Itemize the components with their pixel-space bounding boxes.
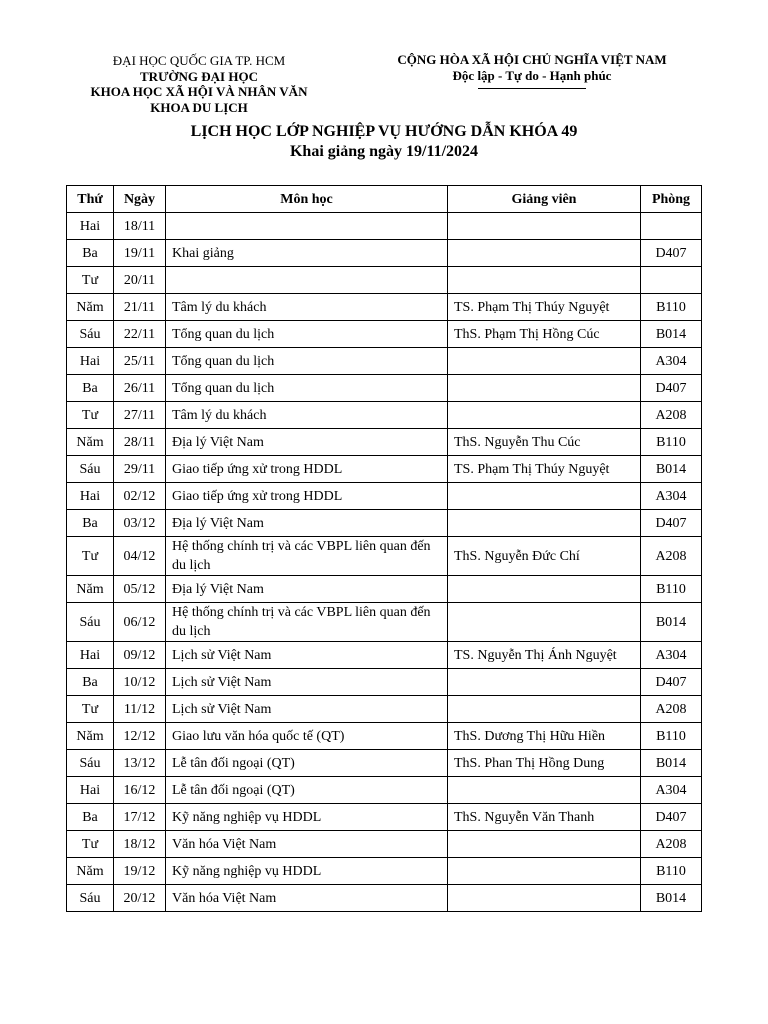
cell-thu: Sáu: [67, 456, 114, 483]
country-name: CỘNG HÒA XÃ HỘI CHỦ NGHĨA VIỆT NAM: [397, 52, 667, 67]
faculty-name: KHOA DU LỊCH: [150, 99, 248, 115]
cell-ngay: 28/11: [114, 429, 166, 456]
cell-ngay: 19/12: [114, 858, 166, 885]
header-mon-hoc: Môn học: [166, 186, 448, 213]
cell-ngay: 12/12: [114, 723, 166, 750]
cell-giang-vien: [448, 483, 641, 510]
table-row: [67, 696, 702, 723]
cell-ngay: 22/11: [114, 321, 166, 348]
table-row: [67, 348, 702, 375]
table-row: [67, 603, 702, 642]
cell-giang-vien: TS. Nguyễn Thị Ánh Nguyệt: [448, 642, 641, 669]
table-row: [67, 831, 702, 858]
cell-mon-hoc: Kỹ năng nghiệp vụ HDDL: [166, 858, 448, 885]
page-subtitle: Khai giảng ngày 19/11/2024: [289, 143, 479, 160]
table-row: [67, 537, 702, 576]
cell-ngay: 03/12: [114, 510, 166, 537]
table-row: [67, 456, 702, 483]
cell-thu: Sáu: [67, 603, 114, 642]
university-name: ĐẠI HỌC QUỐC GIA TP. HCM: [112, 53, 286, 68]
cell-thu: Ba: [67, 240, 114, 267]
header-thu: Thứ: [67, 186, 114, 213]
cell-giang-vien: ThS. Dương Thị Hữu Hiền: [448, 723, 641, 750]
cell-thu: Tư: [67, 537, 114, 576]
cell-ngay: 10/12: [114, 669, 166, 696]
cell-ngay: 25/11: [114, 348, 166, 375]
cell-thu: Sáu: [67, 321, 114, 348]
cell-phong: A304: [641, 642, 702, 669]
cell-mon-hoc: Địa lý Việt Nam: [166, 510, 448, 537]
cell-giang-vien: [448, 885, 641, 912]
cell-phong: D407: [641, 804, 702, 831]
header-ngay: Ngày: [114, 186, 166, 213]
cell-phong: B014: [641, 456, 702, 483]
cell-phong: D407: [641, 375, 702, 402]
table-row: [67, 750, 702, 777]
cell-thu: Ba: [67, 510, 114, 537]
cell-giang-vien: ThS. Nguyễn Đức Chí: [448, 537, 641, 576]
table-row: [67, 321, 702, 348]
cell-mon-hoc: Hệ thống chính trị và các VBPL liên quan đến du lịch: [166, 537, 448, 576]
table-row: [67, 402, 702, 429]
cell-mon-hoc: Giao tiếp ứng xử trong HDDL: [166, 456, 448, 483]
cell-phong: B014: [641, 885, 702, 912]
table-row: [67, 642, 702, 669]
table-row: [67, 777, 702, 804]
table-row: [67, 885, 702, 912]
table-row: [67, 804, 702, 831]
cell-phong: B110: [641, 858, 702, 885]
cell-phong: A304: [641, 777, 702, 804]
cell-phong: B110: [641, 429, 702, 456]
cell-giang-vien: TS. Phạm Thị Thúy Nguyệt: [448, 456, 641, 483]
cell-ngay: 02/12: [114, 483, 166, 510]
cell-mon-hoc: Lịch sử Việt Nam: [166, 669, 448, 696]
cell-thu: Năm: [67, 723, 114, 750]
cell-phong: B110: [641, 294, 702, 321]
cell-ngay: 20/12: [114, 885, 166, 912]
cell-phong: A304: [641, 483, 702, 510]
cell-thu: Hai: [67, 213, 114, 240]
table-row: [67, 576, 702, 603]
cell-giang-vien: ThS. Nguyễn Thu Cúc: [448, 429, 641, 456]
table-row: [67, 240, 702, 267]
table-row: [67, 213, 702, 240]
cell-thu: Tư: [67, 696, 114, 723]
motto-underline: [478, 88, 586, 89]
cell-phong: D407: [641, 510, 702, 537]
cell-mon-hoc: Tâm lý du khách: [166, 402, 448, 429]
cell-thu: Hai: [67, 642, 114, 669]
table-row: [67, 375, 702, 402]
cell-thu: Ba: [67, 669, 114, 696]
cell-thu: Năm: [67, 294, 114, 321]
cell-giang-vien: [448, 603, 641, 642]
cell-phong: A208: [641, 696, 702, 723]
cell-giang-vien: [448, 831, 641, 858]
motto: Độc lập - Tự do - Hạnh phúc: [452, 68, 612, 83]
cell-mon-hoc: Lễ tân đối ngoại (QT): [166, 777, 448, 804]
cell-phong: [641, 267, 702, 294]
cell-thu: Hai: [67, 777, 114, 804]
cell-thu: Hai: [67, 348, 114, 375]
cell-ngay: 19/11: [114, 240, 166, 267]
cell-giang-vien: TS. Phạm Thị Thúy Nguyệt: [448, 294, 641, 321]
cell-ngay: 17/12: [114, 804, 166, 831]
cell-ngay: 18/11: [114, 213, 166, 240]
cell-giang-vien: [448, 510, 641, 537]
cell-ngay: 04/12: [114, 537, 166, 576]
table-row: [67, 669, 702, 696]
table-header-row: [67, 186, 702, 213]
cell-thu: Sáu: [67, 885, 114, 912]
cell-ngay: 16/12: [114, 777, 166, 804]
cell-giang-vien: [448, 375, 641, 402]
cell-mon-hoc: Văn hóa Việt Nam: [166, 885, 448, 912]
cell-ngay: 26/11: [114, 375, 166, 402]
cell-mon-hoc: [166, 267, 448, 294]
cell-thu: Năm: [67, 858, 114, 885]
cell-giang-vien: [448, 696, 641, 723]
cell-mon-hoc: Địa lý Việt Nam: [166, 429, 448, 456]
table-row: [67, 483, 702, 510]
cell-mon-hoc: Lịch sử Việt Nam: [166, 642, 448, 669]
cell-phong: A304: [641, 348, 702, 375]
cell-phong: A208: [641, 831, 702, 858]
header-phong: Phòng: [641, 186, 702, 213]
cell-thu: Tư: [67, 267, 114, 294]
cell-phong: D407: [641, 669, 702, 696]
cell-phong: B014: [641, 321, 702, 348]
cell-mon-hoc: Giao tiếp ứng xử trong HDDL: [166, 483, 448, 510]
cell-mon-hoc: Tổng quan du lịch: [166, 348, 448, 375]
cell-thu: Hai: [67, 483, 114, 510]
cell-ngay: 11/12: [114, 696, 166, 723]
cell-thu: Tư: [67, 831, 114, 858]
cell-ngay: 09/12: [114, 642, 166, 669]
cell-phong: D407: [641, 240, 702, 267]
cell-phong: A208: [641, 402, 702, 429]
cell-mon-hoc: Lịch sử Việt Nam: [166, 696, 448, 723]
cell-mon-hoc: Lễ tân đối ngoại (QT): [166, 750, 448, 777]
cell-mon-hoc: Hệ thống chính trị và các VBPL liên quan đến du lịch: [166, 603, 448, 642]
cell-thu: Năm: [67, 429, 114, 456]
header-right: [372, 52, 692, 89]
cell-giang-vien: [448, 240, 641, 267]
school-name-line2: KHOA HỌC XÃ HỘI VÀ NHÂN VĂN: [90, 84, 308, 99]
cell-phong: A208: [641, 537, 702, 576]
cell-thu: Năm: [67, 576, 114, 603]
table-body: [67, 213, 702, 912]
cell-ngay: 29/11: [114, 456, 166, 483]
header-left: [60, 53, 338, 115]
cell-phong: B110: [641, 576, 702, 603]
cell-giang-vien: ThS. Phạm Thị Hồng Cúc: [448, 321, 641, 348]
cell-giang-vien: [448, 777, 641, 804]
cell-ngay: 06/12: [114, 603, 166, 642]
school-name-line1: TRƯỜNG ĐẠI HỌC: [140, 68, 258, 84]
page-title: LỊCH HỌC LỚP NGHIỆP VỤ HƯỚNG DẪN KHÓA 49: [190, 123, 578, 140]
cell-thu: Ba: [67, 375, 114, 402]
cell-ngay: 18/12: [114, 831, 166, 858]
schedule-table: [66, 185, 702, 912]
cell-thu: Ba: [67, 804, 114, 831]
table-row: [67, 723, 702, 750]
cell-ngay: 13/12: [114, 750, 166, 777]
cell-thu: Tư: [67, 402, 114, 429]
cell-thu: Sáu: [67, 750, 114, 777]
cell-ngay: 21/11: [114, 294, 166, 321]
cell-phong: B014: [641, 603, 702, 642]
cell-giang-vien: [448, 267, 641, 294]
document-title: [0, 122, 768, 162]
cell-giang-vien: [448, 669, 641, 696]
cell-ngay: 05/12: [114, 576, 166, 603]
cell-mon-hoc: Tổng quan du lịch: [166, 321, 448, 348]
cell-giang-vien: ThS. Nguyễn Văn Thanh: [448, 804, 641, 831]
cell-giang-vien: [448, 576, 641, 603]
table-row: [67, 294, 702, 321]
cell-giang-vien: [448, 402, 641, 429]
table-row: [67, 267, 702, 294]
cell-giang-vien: [448, 213, 641, 240]
cell-giang-vien: ThS. Phan Thị Hồng Dung: [448, 750, 641, 777]
table-row: [67, 429, 702, 456]
cell-mon-hoc: Văn hóa Việt Nam: [166, 831, 448, 858]
cell-ngay: 20/11: [114, 267, 166, 294]
cell-mon-hoc: [166, 213, 448, 240]
cell-phong: B110: [641, 723, 702, 750]
cell-mon-hoc: Tâm lý du khách: [166, 294, 448, 321]
cell-mon-hoc: Giao lưu văn hóa quốc tế (QT): [166, 723, 448, 750]
cell-ngay: 27/11: [114, 402, 166, 429]
table-row: [67, 858, 702, 885]
cell-mon-hoc: Kỹ năng nghiệp vụ HDDL: [166, 804, 448, 831]
table-row: [67, 510, 702, 537]
cell-giang-vien: [448, 348, 641, 375]
cell-mon-hoc: Tổng quan du lịch: [166, 375, 448, 402]
header-giang-vien: Giảng viên: [448, 186, 641, 213]
cell-phong: [641, 213, 702, 240]
cell-giang-vien: [448, 858, 641, 885]
cell-mon-hoc: Địa lý Việt Nam: [166, 576, 448, 603]
cell-mon-hoc: Khai giảng: [166, 240, 448, 267]
cell-phong: B014: [641, 750, 702, 777]
